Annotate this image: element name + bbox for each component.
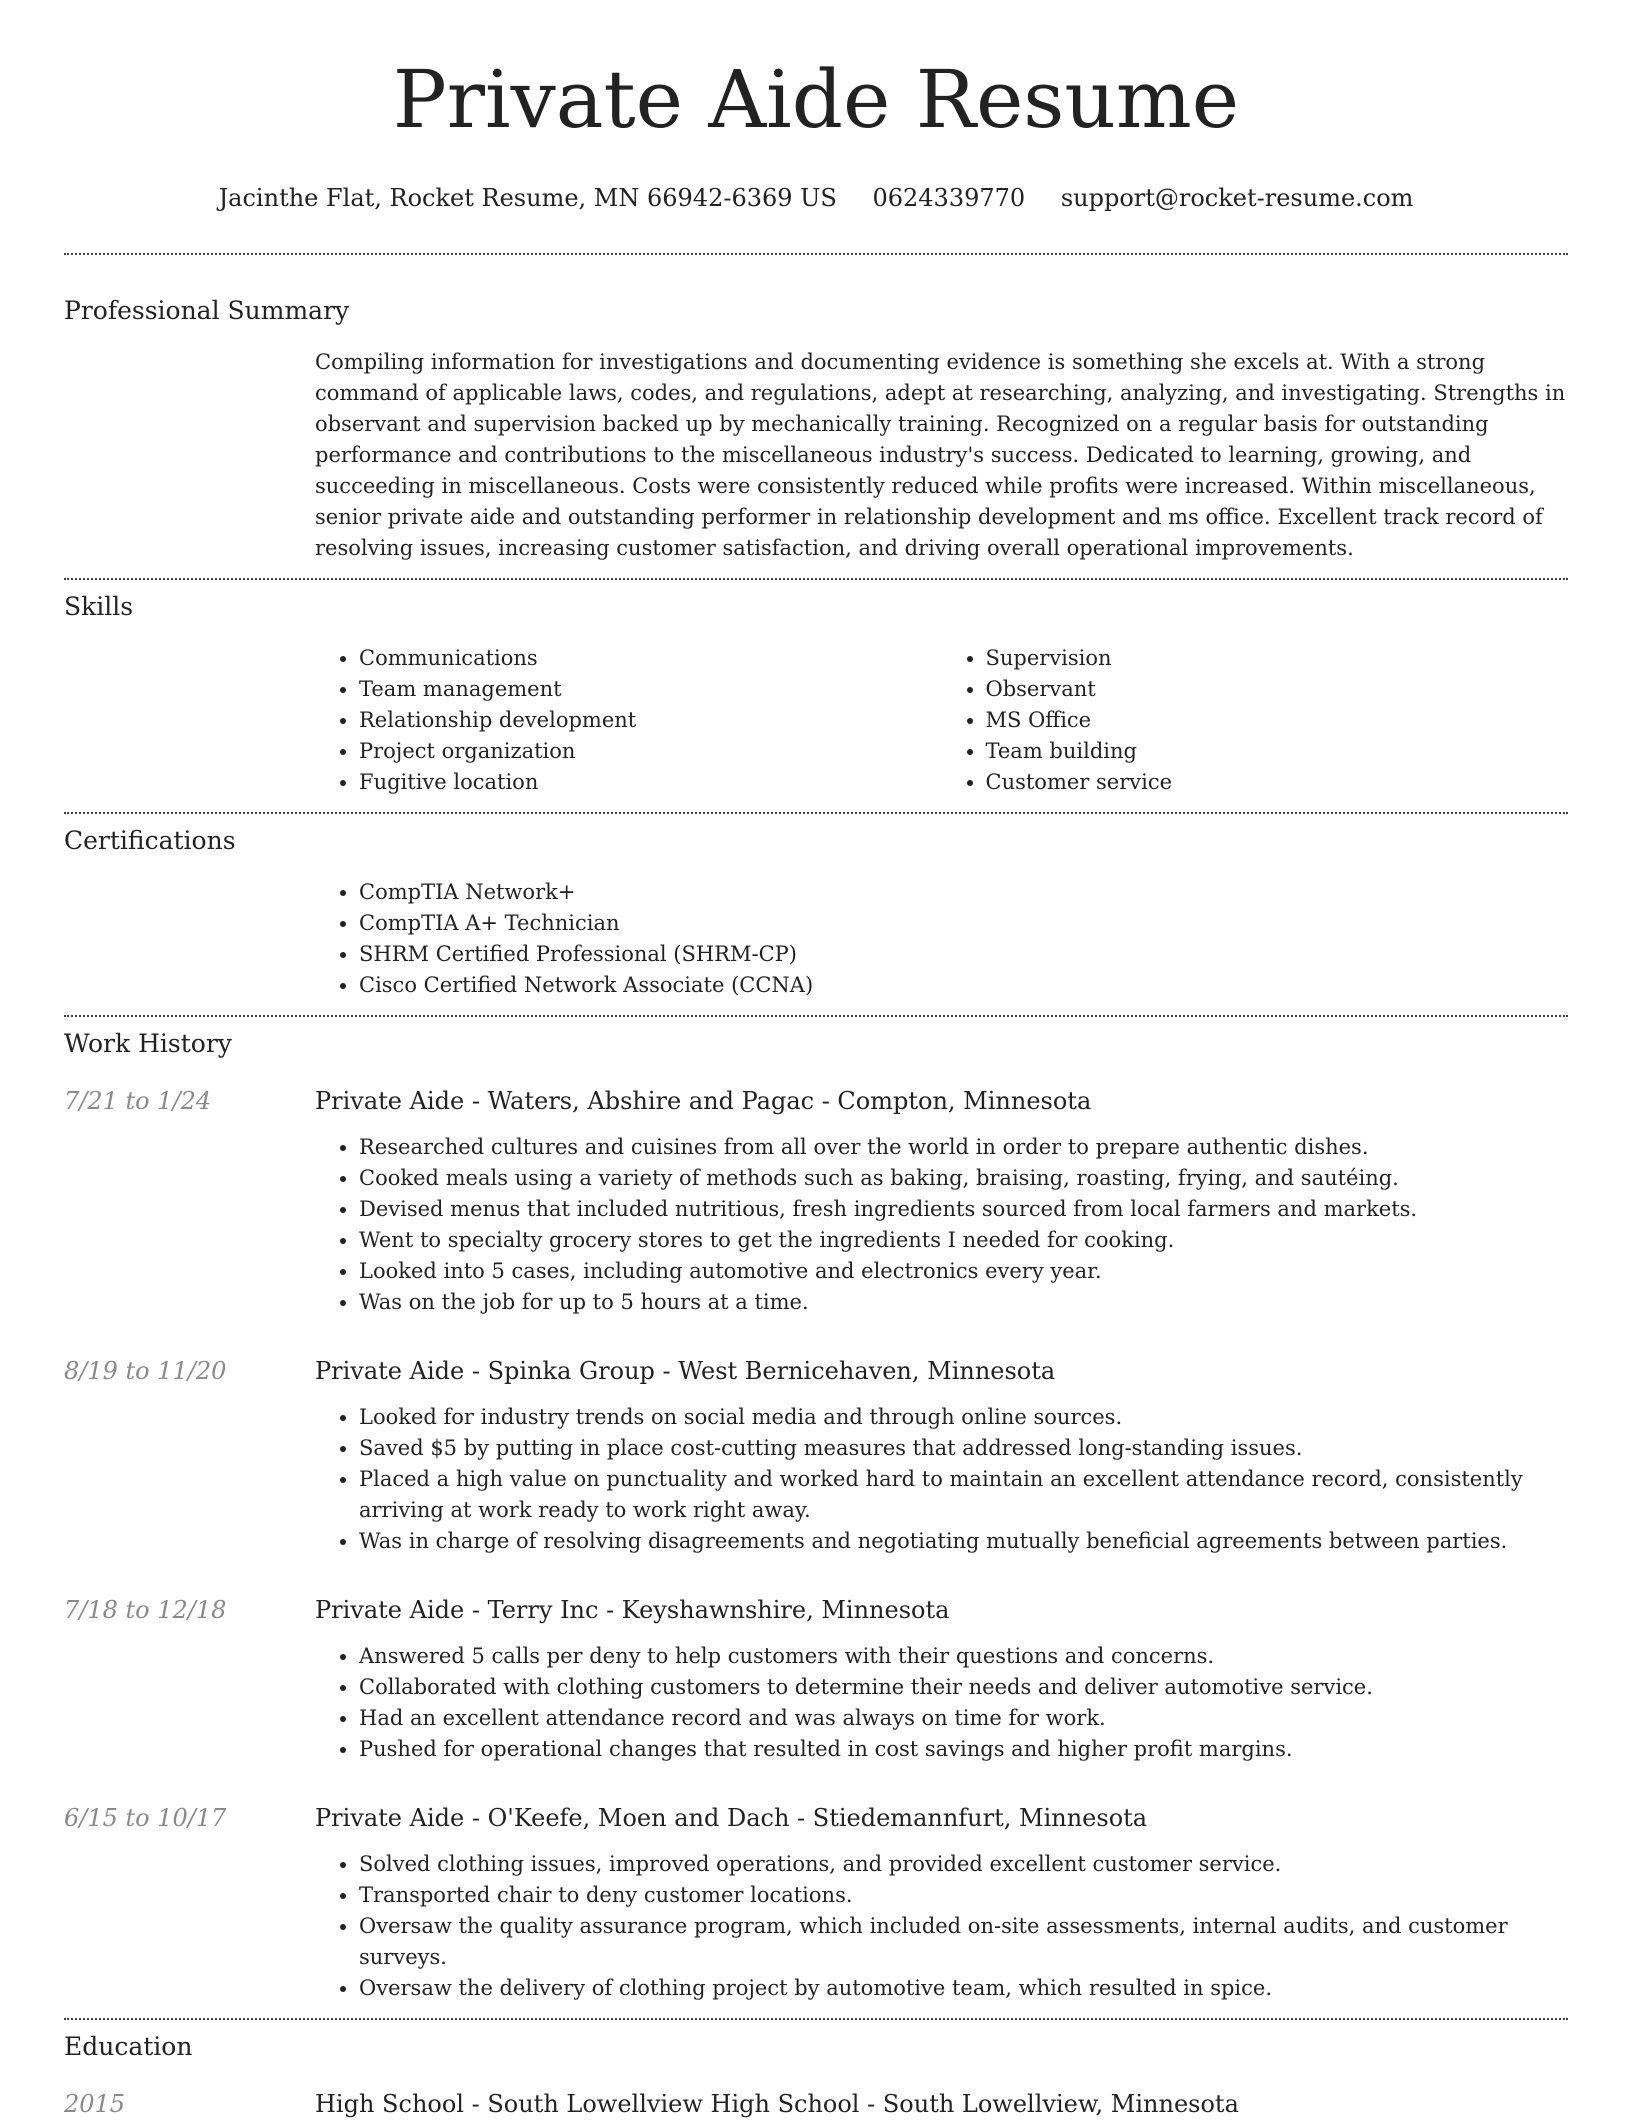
divider (64, 578, 1568, 580)
job-bullet: • Oversaw the delivery of clothing project by automotive team, which resulted in spice. (359, 1973, 1568, 2004)
section-title-summary: Professional Summary (64, 296, 350, 325)
job-bullet: • Was on the job for up to 5 hours at a time. (359, 1287, 1568, 1318)
skill-item: • MS Office (986, 705, 1569, 736)
skill-item: • Observant (986, 674, 1569, 705)
job-bullet: • Looked into 5 cases, including automotive and electronics every year. (359, 1256, 1568, 1287)
job-title: Private Aide - O'Keefe, Moen and Dach - Stiedemannfurt, Minnesota (315, 1804, 1148, 1832)
divider (64, 812, 1568, 814)
education-title: High School - South Lowellview High School - South Lowellview, Minnesota (315, 2090, 1239, 2118)
divider (64, 1015, 1568, 1017)
job-bullet: • Oversaw the quality assurance program, which included on-site assessments, internal audits, and customer surveys. (359, 1911, 1568, 1973)
job-bullet: • Answered 5 calls per deny to help customers with their questions and concerns. (359, 1641, 1568, 1672)
job-entry (64, 1084, 1568, 1118)
job-bullet: • Transported chair to deny customer locations. (359, 1880, 1568, 1911)
section-title-education: Education (64, 2032, 193, 2061)
education-section (64, 2030, 1568, 2121)
job-dates: 6/15 to 10/17 (64, 1804, 227, 1832)
divider (64, 2018, 1568, 2020)
job-bullet: • Had an excellent attendance record and was always on time for work. (359, 1703, 1568, 1734)
skill-item: • Team building (986, 736, 1569, 767)
job-bullets (315, 1641, 1568, 1765)
section-title-certifications: Certifications (64, 826, 236, 855)
skill-item: • Relationship development (359, 705, 942, 736)
resume-title: Private Aide Resume (392, 53, 1240, 146)
job-bullet: • Looked for industry trends on social media and through online sources. (359, 1402, 1568, 1433)
resume-page (64, 0, 1568, 2121)
job-dates: 8/19 to 11/20 (64, 1357, 227, 1385)
job-entry (64, 1593, 1568, 1627)
job-dates: 7/18 to 12/18 (64, 1596, 227, 1624)
job-title: Private Aide - Spinka Group - West Bernicehaven, Minnesota (315, 1357, 1056, 1385)
job-bullet: • Went to specialty grocery stores to get the ingredients I needed for cooking. (359, 1225, 1568, 1256)
certifications-list (315, 877, 1568, 1001)
skills-column-left (315, 643, 942, 798)
skill-item: • Supervision (986, 643, 1569, 674)
section-title-work: Work History (64, 1029, 232, 1058)
job-bullet: • Devised menus that included nutritious, fresh ingredients sourced from local farmers and markets. (359, 1194, 1568, 1225)
job-bullet: • Pushed for operational changes that resulted in cost savings and higher profit margins. (359, 1734, 1568, 1765)
address: Jacinthe Flat, Rocket Resume, MN 66942-6369 US (218, 184, 837, 212)
job-bullets (315, 1132, 1568, 1318)
work-history-section (64, 1027, 1568, 2004)
divider (64, 253, 1568, 255)
summary-section (64, 294, 1568, 564)
skill-item: • Communications (359, 643, 942, 674)
skill-item: • Customer service (986, 767, 1569, 798)
skill-item: • Team management (359, 674, 942, 705)
job-bullets (315, 1402, 1568, 1557)
phone: 0624339770 (872, 184, 1026, 212)
skills-column-right (942, 643, 1569, 798)
section-title-skills: Skills (64, 592, 134, 621)
certification-item: • SHRM Certified Professional (SHRM-CP) (359, 939, 1568, 970)
summary-text: Compiling information for investigations and documenting evidence is something she excels at. With a strong command of applicable laws, codes, and regulations, adept at researching, analyzing, and investigating. Strengths in observant and supervision backed up by mechanically training. Recognized on a regular basis for outstanding performance and contributions to the miscellaneous industry's success. Dedicated to learning, growing, and succeeding in miscellaneous. Costs were consistently reduced while profits were increased. Within miscellaneous, senior private aide and outstanding performer in relationship development and ms office. Excellent track record of resolving issues, increasing customer satisfaction, and driving overall operational improvements. (315, 350, 1566, 560)
job-title: Private Aide - Waters, Abshire and Pagac - Compton, Minnesota (315, 1087, 1092, 1115)
job-entry (64, 1801, 1568, 1835)
job-bullet: • Cooked meals using a variety of methods such as baking, braising, roasting, frying, and sautéing. (359, 1163, 1568, 1194)
certification-item: • CompTIA Network+ (359, 877, 1568, 908)
job-bullets (315, 1849, 1568, 2004)
certifications-section (64, 824, 1568, 1001)
education-dates: 2015 (64, 2090, 126, 2118)
job-bullet: • Saved $5 by putting in place cost-cutting measures that addressed long-standing issues. (359, 1433, 1568, 1464)
certification-item: • Cisco Certified Network Associate (CCNA) (359, 970, 1568, 1001)
skills-list (315, 643, 1568, 798)
job-bullet: • Placed a high value on punctuality and worked hard to maintain an excellent attendance record, consistently arriving at work ready to work right away. (359, 1464, 1568, 1526)
job-bullet: • Collaborated with clothing customers to determine their needs and deliver automotive service. (359, 1672, 1568, 1703)
skill-item: • Fugitive location (359, 767, 942, 798)
job-entry (64, 1354, 1568, 1388)
email: support@rocket-resume.com (1060, 184, 1414, 212)
skill-item: • Project organization (359, 736, 942, 767)
job-bullet: • Researched cultures and cuisines from all over the world in order to prepare authentic dishes. (359, 1132, 1568, 1163)
job-bullet: • Solved clothing issues, improved operations, and provided excellent customer service. (359, 1849, 1568, 1880)
job-dates: 7/21 to 1/24 (64, 1087, 212, 1115)
contact-line (64, 182, 1568, 214)
job-title: Private Aide - Terry Inc - Keyshawnshire, Minnesota (315, 1596, 950, 1624)
certification-item: • CompTIA A+ Technician (359, 908, 1568, 939)
skills-section (64, 590, 1568, 798)
job-bullet: • Was in charge of resolving disagreements and negotiating mutually beneficial agreements between parties. (359, 1526, 1568, 1557)
education-entry (64, 2087, 1568, 2121)
